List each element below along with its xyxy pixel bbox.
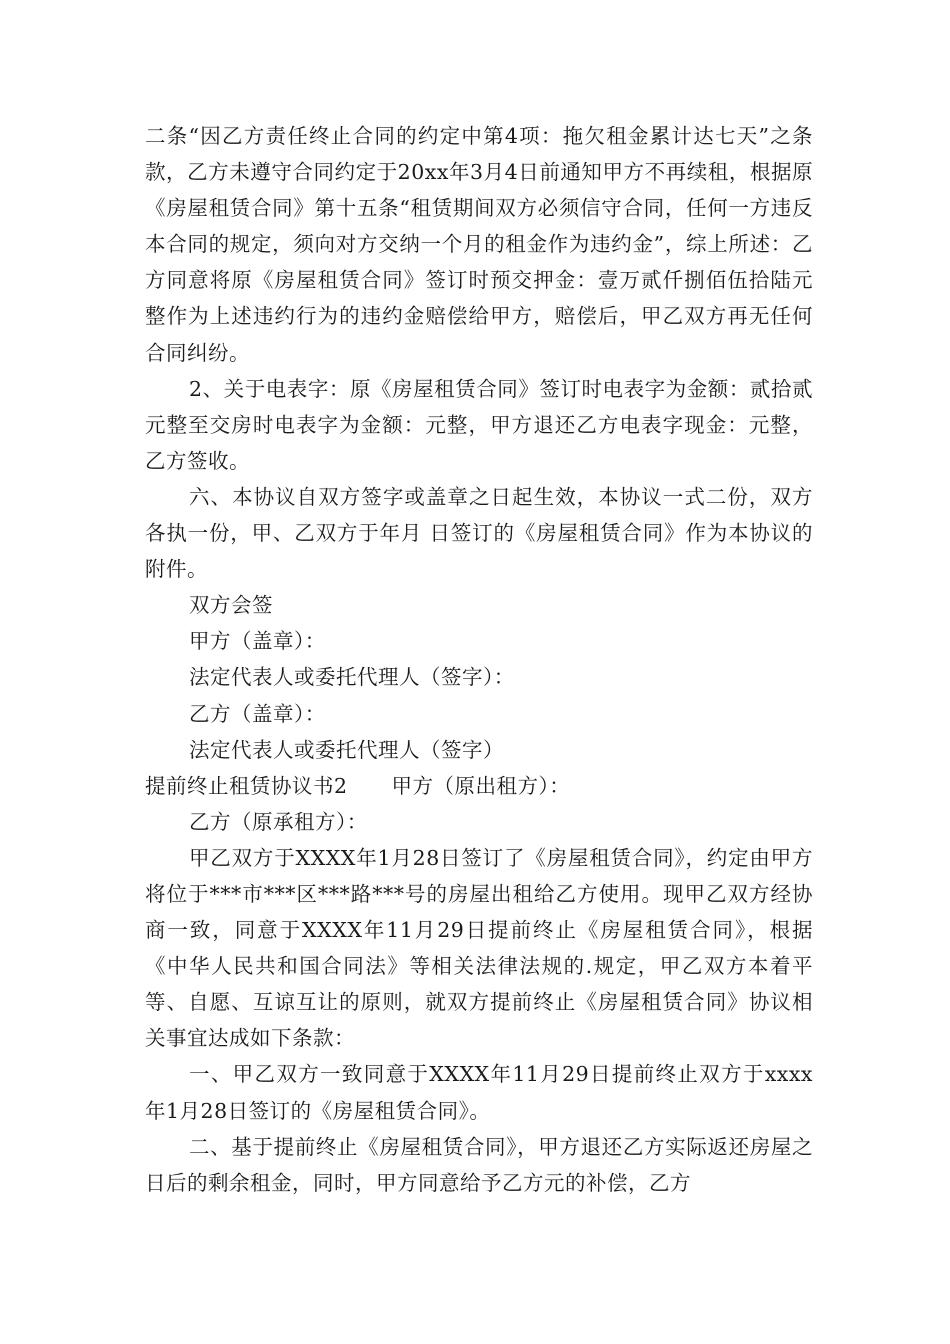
agreement-title: 提前终止租赁协议书2 [145, 773, 348, 798]
document-body [145, 118, 813, 1201]
paragraph-meter-reading: 2、关于电表字：原《房屋租赁合同》签订时电表字为金额：贰拾贰元整至交房时电表字为金额：元整，甲方退还乙方电表字现金：元整，乙方签收。 [145, 376, 813, 473]
party-a-lessor-line: 甲方（原出租方）： [391, 773, 571, 798]
party-a-representative-line: 法定代表人或委托代理人（签字）： [189, 665, 515, 690]
party-b-seal-line: 乙方（盖章）： [189, 701, 326, 726]
paragraph-clause-two: 二、基于提前终止《房屋租赁合同》，甲方退还乙方实际返还房屋之日后的剩余租金，同时，甲方同意给予乙方元的补偿，乙方 [145, 1134, 813, 1195]
party-a-seal-line: 甲方（盖章）： [189, 629, 326, 654]
party-b-lessee-line: 乙方（原承租方）： [189, 809, 368, 834]
paragraph-clause-one: 一、甲乙双方一致同意于XXXX年11月29日提前终止双方于xxxx年1月28日签订的《房屋租赁合同》。 [145, 1062, 813, 1123]
paragraph-penalty-clause: 二条“因乙方责任终止合同的约定中第4项：拖欠租金累计达七天”之条款，乙方未遵守合同约定于20xx年3月4日前通知甲方不再续租，根据原《房屋租赁合同》第十五条“租赁期间双方必须信守合同，任何一方违反本合同的规定，须向对方交纳一个月的租金作为违约金”，综上所述：乙方同意将原《房屋租赁合同》签订时预交押金：壹万贰仟捌佰伍拾陆元整作为上述违约行为的违约金赔偿给甲方，赔偿后，甲乙双方再无任何合同纠纷。 [145, 124, 813, 365]
paragraph-agreement-preamble: 甲乙双方于XXXX年1月28日签订了《房屋租赁合同》，约定由甲方将位于***市***区***路***号的房屋出租给乙方使用。现甲乙双方经协商一致，同意于XXXX年11月29日提前终止《房屋租赁合同》，根据《中华人民共和国合同法》等相关法律法规的.规定，甲乙双方本着平等、自愿、互谅互让的原则，就双方提前终止《房屋租赁合同》协议相关事宜达成如下条款： [145, 845, 813, 1051]
party-b-representative-line: 法定代表人或委托代理人（签字） [189, 737, 504, 762]
agreement-title-row [145, 768, 813, 804]
countersign-heading: 双方会签 [189, 593, 273, 618]
paragraph-effective-clause: 六、本协议自双方签字或盖章之日起生效，本协议一式二份，双方各执一份，甲、乙双方于年月 日签订的《房屋租赁合同》作为本协议的附件。 [145, 484, 813, 582]
